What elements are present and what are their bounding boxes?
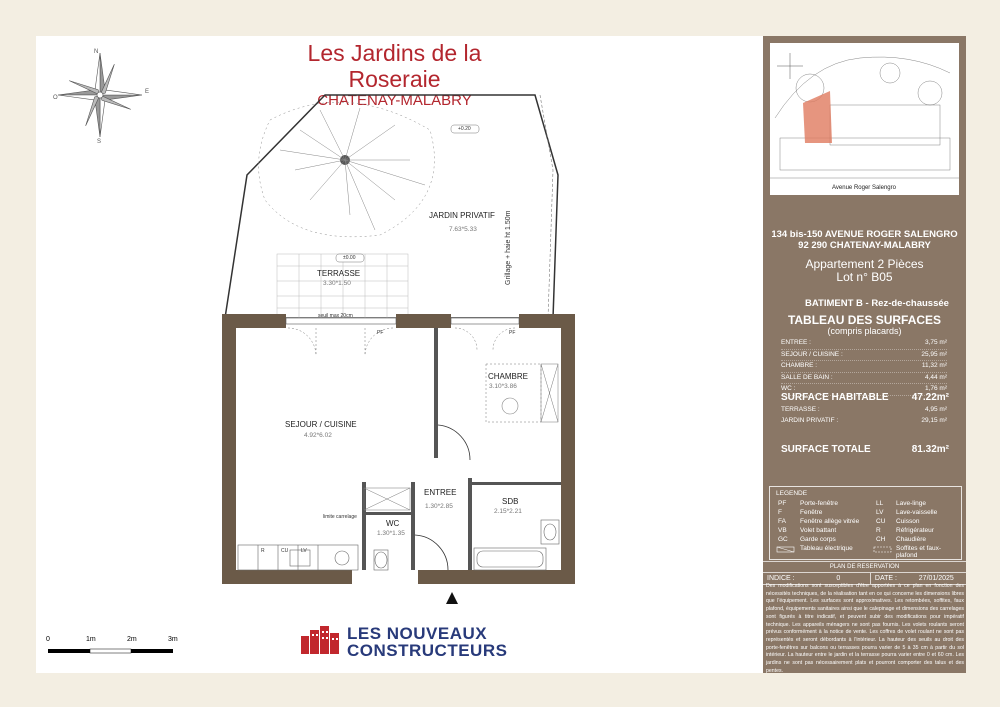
terrace-label: TERRASSE [317,269,361,278]
address-line2: 92 290 CHATENAY-MALABRY [798,240,931,251]
map-street-label: Avenue Roger Salengro [832,185,896,191]
surface-habitable-label: SURFACE HABITABLE [781,392,889,403]
reservation-title: PLAN DE RESERVATION [763,561,966,572]
legend-code: CU [876,518,886,525]
row-value: 3,75 m² [924,339,947,346]
row-label: WC : [781,385,796,392]
appliance-cu: CU [281,548,289,554]
sink-icon [541,520,559,544]
legend-title: LEGENDE [776,490,808,497]
row-label: CHAMBRE : [781,362,818,369]
legend-text: Fenêtre [800,509,823,516]
surface-totale-row [781,444,949,455]
address-line1: 134 bis-150 AVENUE ROGER SALENGRO [771,229,958,240]
reservation-block [763,561,966,585]
row-value: 4,44 m² [924,373,947,381]
surfaces-table-subtitle: (compris placards) [827,326,902,336]
indice-label: INDICE : [767,575,795,582]
apartment-block [763,258,966,284]
indice-value: 0 [836,575,841,582]
apartment-type: Appartement 2 Pièces [805,257,924,271]
project-city: CHATENAY-MALABRY [317,92,472,109]
garden-label: JARDIN PRIVATIF [429,211,495,220]
project-title: Les Jardins de la Roseraie [307,40,482,92]
scale-0: 0 [46,636,50,643]
surface-habitable-value: 47.22m² [911,392,949,403]
legend-code: FA [778,518,786,525]
table-row [781,404,947,415]
row-label: TERRASSE : [781,406,820,413]
legend-text: Fenêtre allège vitrée [800,518,860,525]
legend-code: CH [876,536,886,543]
hedge-line [540,95,553,318]
door-swings [288,328,515,356]
legend-code: LV [876,509,884,516]
pf-label-chambre: PF [509,330,516,336]
date-label: DATE : [870,573,903,584]
tree-icon [259,102,435,237]
row-value: 4,95 m² [924,406,947,413]
extra-surfaces [781,404,947,426]
buildings-logo-icon [299,626,343,654]
legend-text: Volet battant [800,527,837,534]
legend-text: Chaudière [896,536,926,543]
pf-label-sejour: PF [377,330,384,336]
row-value: 1,76 m² [924,385,947,392]
terrace-dim: 3.30*1.50 [323,280,351,287]
logo-line2: CONSTRUCTEURS [347,641,508,660]
logo-line1: LES NOUVEAUX [347,624,488,643]
legend-text: Lave-linge [896,500,926,507]
row-value: 25,95 m² [921,350,947,358]
terrace-level: ±0.00 [343,255,356,261]
row-label: SEJOUR / CUISINE : [781,350,843,358]
chambre-dim: 3.10*3.86 [489,383,517,390]
site-map-thumbnail [770,43,959,195]
seuil-label: seuil max 20cm [318,313,353,319]
kitchen-counter [238,545,358,570]
legend-code: PF [778,500,787,507]
toilet-icon [374,550,388,570]
surfaces-table-title: TABLEAU DES SURFACES [787,313,942,327]
info-sidebar [763,36,966,673]
address-block [763,229,966,251]
compass-s-label: S [97,139,102,145]
row-label: SALLE DE BAIN : [781,373,833,381]
date-value: 27/01/2025 [918,575,954,582]
legend-box [769,486,962,560]
sejour-label: SEJOUR / CUISINE [285,420,357,429]
table-row [781,350,947,362]
legend-code: VB [778,527,787,534]
table-row [781,373,947,385]
legend-text: Cuisson [896,518,920,525]
legend-text: Réfrigérateur [896,527,934,534]
appliance-lv: LV [301,548,307,554]
legend-code: R [876,527,881,534]
garden-dim: 7.63*5.33 [449,226,477,233]
entree-dim: 1.30*2.85 [425,503,453,510]
legend-text: Porte-fenêtre [800,500,838,507]
row-value: 29,15 m² [921,417,947,424]
bathtub-icon [474,548,546,570]
soffite-icon [873,546,893,553]
surface-totale-value: 81.32m² [911,444,949,455]
electrical-panel-icon [776,546,796,553]
legend-text: Lave-vaisselle [896,509,938,516]
row-value: 11,32 m² [921,362,947,369]
surface-totale-label: SURFACE TOTALE [781,444,871,455]
legend-code: F [778,509,782,516]
legend-text: Garde corps [800,536,836,543]
scale-2m: 2m [127,636,137,643]
entrance-arrow-icon [446,592,458,604]
garden-level: +0.20 [458,126,471,132]
wc-dim: 1.30*1.35 [377,530,405,537]
table-row [781,338,947,350]
grillage-label: Grillage + haie ht 1.50m [505,210,512,285]
compass-w-label: O [53,95,58,101]
legend-code: LL [876,500,884,507]
storage-box [364,488,410,510]
sdb-label: SDB [502,497,519,506]
legend-code: GC [778,536,788,543]
table-row [781,361,947,373]
exterior-walls [222,314,575,584]
lot-number: Lot n° B05 [836,270,893,284]
sejour-dim: 4.92*6.02 [304,432,332,439]
chambre-label: CHAMBRE [488,372,529,381]
sdb-dim: 2.15*2.21 [494,508,522,515]
limite-carrelage-label: limite carrelage [323,514,357,520]
compass-e-label: E [145,89,150,95]
appliance-r: R [261,548,265,554]
disclaimer-text: Des modifications sont susceptibles d'être apportées à ce plan en fonction des nécessités techniques, de la réalisation tant en ce qui concerne les dimensions libres que l'équipement. Les surfaces sont approximatives. Les retombées, soffites, faux plafond, équipements sanitaires ainsi que le calepinage et dimensions des carrelages sont figurés à titre indicatif, et peuvent subir des modifications pour impératif technique. Les appareils ménagers ne sont pas fournis. Les volets roulants seront prévus conformément à la notice de vente. Les coffres de volet roulant ne sont pas représentés et seront débordants à l'intérieur. La hauteur des seuils au droit des porte-fenêtres sur balcons ou terrasses pourra varier de 5 à 35 cm à partir du sol intérieur. La hauteur entre le jardin et la terrasse pourra varier entre 0 et 60 cm. Les jardins ne sont pas nécessairement plats et pourront comporter des talus et des pentes. [766,583,964,674]
row-label: JARDIN PRIVATIF : [781,417,839,424]
surfaces-table [781,338,947,396]
wc-label: WC [386,519,400,528]
legend-text: Tableau électrique [800,545,853,552]
legend-text: Soffites et faux-plafond [896,545,942,559]
scale-3m: 3m [168,636,178,643]
table-row [781,415,947,426]
surface-habitable-row [781,392,949,403]
compass-n-label: N [94,49,99,55]
entree-label: ENTREE [424,488,457,497]
row-label: ENTREE : [781,339,811,346]
batiment-label: BATIMENT B - Rez-de-chaussée [805,298,949,309]
scale-1m: 1m [86,636,96,643]
